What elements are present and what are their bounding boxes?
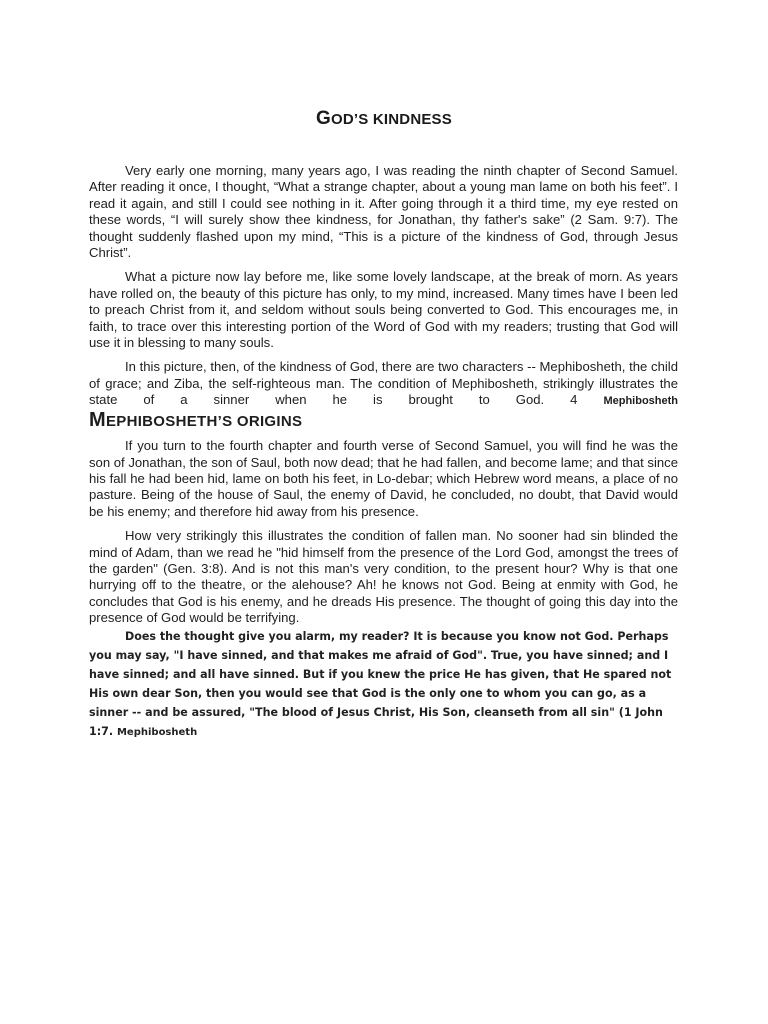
- paragraph: How very strikingly this illustrates the condition of fallen man. No sooner had sin blinded the mind of Adam, than we read he "hid himself from the presence of the Lord God, amongst the trees of the garden" (Gen. 3:8). And is not this man's very condition, to the present hour? Why is that one hurrying off to the theatre, or the alehouse? Ah! he knows not God. Being at enmity with God, he concludes that God is his enemy, and he dreads His presence. The thought of going this day into the presence of God would be terrifying.: [89, 528, 678, 626]
- section-heading-initial: M: [89, 408, 106, 431]
- section-gods-kindness: [89, 163, 678, 750]
- paragraph: Very early one morning, many years ago, I was reading the ninth chapter of Second Samuel. After reading it once, I thought, “What a strange chapter, about a young man lame on both his feet”. I read it again, and still I could see nothing in it. After going through it a third time, my eye rested on these words, “I will surely show thee kindness, for Jonathan, thy father's sake” (2 Sam. 9:7). The thought suddenly flashed upon my mind, “This is a picture of the kindness of God, through Jesus Christ”.: [89, 163, 678, 261]
- paragraph: [89, 359, 678, 409]
- running-reference: Mephibosheth: [603, 395, 679, 408]
- section-heading: [89, 408, 678, 431]
- bold-paragraph: [89, 627, 678, 742]
- paragraph-text: In this picture, then, of the kindness of God, there are two characters -- Mephibosheth, the child of grace; and Ziba, the self-righteous man. The condition of Mephibosheth, strikingly illustrates the state of a sinner when he is brought to God. 4: [89, 359, 678, 408]
- paragraph: What a picture now lay before me, like some lovely landscape, at the break of morn. As years have rolled on, the beauty of this picture has only, to my mind, increased. Many times have I been led to preach Christ from it, and seldom without souls being converted to God. This encourages me, in faith, to trace over this interesting portion of the Word of God with my readers; trusting that God will use it in blessing to many souls.: [89, 269, 678, 351]
- page-title-initial: G: [316, 108, 332, 129]
- page-title: [0, 108, 768, 130]
- bold-paragraph-text: Does the thought give you alarm, my reader? It is because you know not God. Perhaps you may say, "I have sinned, and that makes me afraid of God". True, you have sinned; and I have sinned; and all have sinned. But if you knew the price He has given, that He spared not His own dear Son, then you would see that God is the only one to whom you can go, as a sinner -- and be assured, "The blood of Jesus Christ, His Son, cleanseth from all sin" (1 John 1:7.: [89, 629, 672, 738]
- page-title-rest: OD’S KINDNESS: [331, 111, 452, 128]
- running-reference: Mephibosheth: [116, 726, 198, 738]
- paragraph: If you turn to the fourth chapter and fourth verse of Second Samuel, you will find he was the son of Jonathan, the son of Saul, both now dead; that he had fallen, and become lame; and that since his fall he had been hid, lame on both his feet, in Lo-debar; which Hebrew word means, a place of no pasture. Being of the house of Saul, the enemy of David, he concluded, no doubt, that David would be his enemy; and therefore hid away from his presence.: [89, 438, 678, 519]
- section-heading-rest: EPHIBOSHETH’S ORIGINS: [105, 412, 303, 430]
